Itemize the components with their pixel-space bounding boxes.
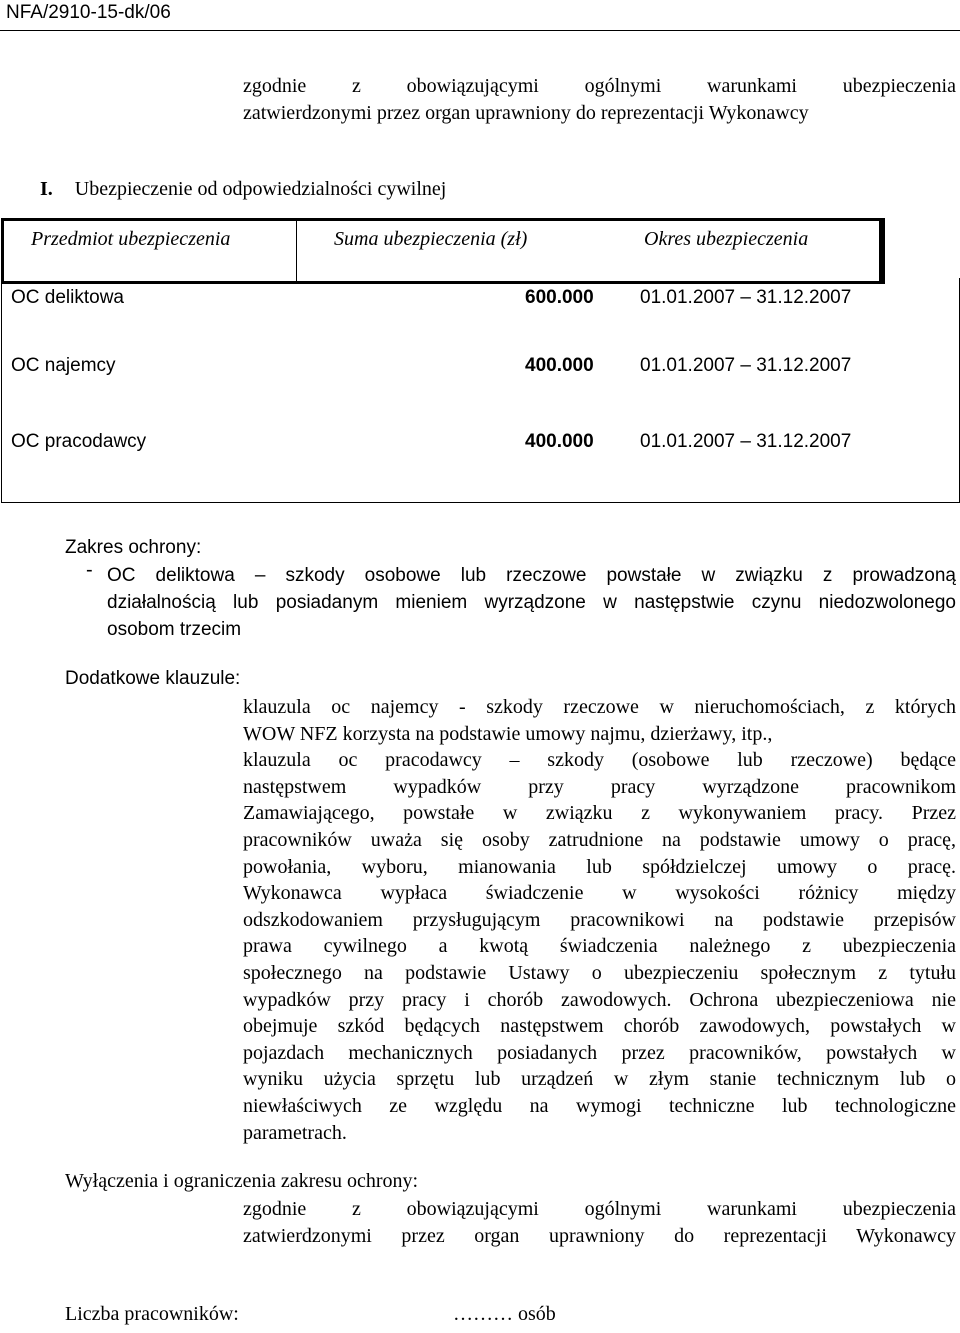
scope-paragraph xyxy=(107,562,956,643)
employees-value: ……… osób xyxy=(453,1303,556,1325)
table-header-subject: Przedmiot ubezpieczenia xyxy=(31,228,231,250)
clause-line: pracowników uważa się osoby zatrudnione na podstawie umowy o pracę, xyxy=(243,828,956,851)
table-body-box xyxy=(1,278,960,503)
table-header-edge xyxy=(879,218,882,284)
section-title-text: Ubezpieczenie od odpowiedzialności cywilnej xyxy=(74,178,447,200)
scope-label: Zakres ochrony: xyxy=(65,537,202,558)
table-row-period: 01.01.2007 – 31.12.2007 xyxy=(640,431,852,452)
scope-line: działalnością lub posiadanym mieniem wyrządzone w następstwie czynu niedozwolonego xyxy=(107,592,956,613)
clause-line: odszkodowaniem przysługującym pracownikowi na podstawie przepisów xyxy=(243,908,956,931)
clause-line: niewłaściwych ze względu na wymogi techniczne lub technologiczne xyxy=(243,1094,956,1117)
intro-line: zatwierdzonymi przez organ uprawniony do reprezentacji Wykonawcy xyxy=(243,102,809,124)
clause-line: wyniku użycia sprzętu lub urządzeń w złym stanie technicznym lub o xyxy=(243,1068,956,1091)
clause-line: wypadków przy pracy i chorób zawodowych. Ochrona ubezpieczeniowa nie xyxy=(243,988,956,1011)
clause-line: klauzula oc pracodawcy – szkody (osobowe lub rzeczowe) będące xyxy=(243,749,956,772)
table-row-period: 01.01.2007 – 31.12.2007 xyxy=(640,287,852,308)
exclusions-line: zatwierdzonymi przez organ uprawniony do reprezentacji Wykonawcy xyxy=(243,1225,956,1247)
clause-line: WOW NFZ korzysta na podstawie umowy najmu, dzierżawy, itp., xyxy=(243,722,773,745)
table-row-name: OC najemcy xyxy=(11,355,116,376)
clause-line: prawa cywilnego a kwotą świadczenia należnego z ubezpieczenia xyxy=(243,935,956,958)
table-row-sum: 400.000 xyxy=(525,355,594,376)
intro-paragraph xyxy=(243,73,956,127)
table-row-sum: 400.000 xyxy=(525,431,594,452)
table-header-period: Okres ubezpieczenia xyxy=(644,228,809,250)
exclusions-line: zgodnie z obowiązującymi ogólnymi warunkami ubezpieczenia xyxy=(243,1198,956,1220)
scope-dash: - xyxy=(86,559,93,581)
table-row-name: OC deliktowa xyxy=(11,287,124,308)
clause-line: Wykonawca wypłaca świadczenie w wysokości różnicy między xyxy=(243,882,956,905)
table-header-sum: Suma ubezpieczenia (zł) xyxy=(334,228,528,250)
intro-line: zgodnie z obowiązującymi ogólnymi warunkami ubezpieczenia xyxy=(243,75,956,97)
clause-line: parametrach. xyxy=(243,1121,347,1144)
table-header-divider xyxy=(296,218,297,284)
section-title xyxy=(40,178,446,201)
section-number: I. xyxy=(40,178,53,200)
exclusions-label: Wyłączenia i ograniczenia zakresu ochrony: xyxy=(65,1170,419,1192)
clause-line: Zamawiającego, powstałe w związku z wykonywaniem pracy. Przez xyxy=(243,802,956,825)
clause-line: pojazdach mechanicznych posiadanych przez pracowników, powstałych w xyxy=(243,1041,956,1064)
exclusions-paragraph xyxy=(243,1196,956,1250)
clause-line: powołania, wyboru, mianowania lub spółdzielczej umowy o pracę. xyxy=(243,855,956,878)
clauses-paragraph xyxy=(243,694,956,1146)
table-row-name: OC pracodawcy xyxy=(11,431,147,452)
scope-line: osobom trzecim xyxy=(107,619,242,640)
clauses-label: Dodatkowe klauzule: xyxy=(65,668,241,689)
employees-label: Liczba pracowników: xyxy=(65,1303,239,1325)
document-id: NFA/2910-15-dk/06 xyxy=(6,2,171,23)
clause-line: społecznego na podstawie Ustawy o ubezpieczeniu społecznym z tytułu xyxy=(243,961,956,984)
table-row-period: 01.01.2007 – 31.12.2007 xyxy=(640,355,852,376)
scope-line: OC deliktowa – szkody osobowe lub rzeczowe powstałe w związku z prowadzoną xyxy=(107,565,956,586)
clause-line: klauzula oc najemcy - szkody rzeczowe w nieruchomościach, z których xyxy=(243,696,956,718)
header-divider xyxy=(0,30,960,31)
clause-line: następstwem wypadków przy pracy wyrządzone pracownikom xyxy=(243,775,956,798)
clause-line: obejmuje szkód będących następstwem chorób zawodowych, powstałych w xyxy=(243,1015,956,1038)
table-row-sum: 600.000 xyxy=(525,287,594,308)
